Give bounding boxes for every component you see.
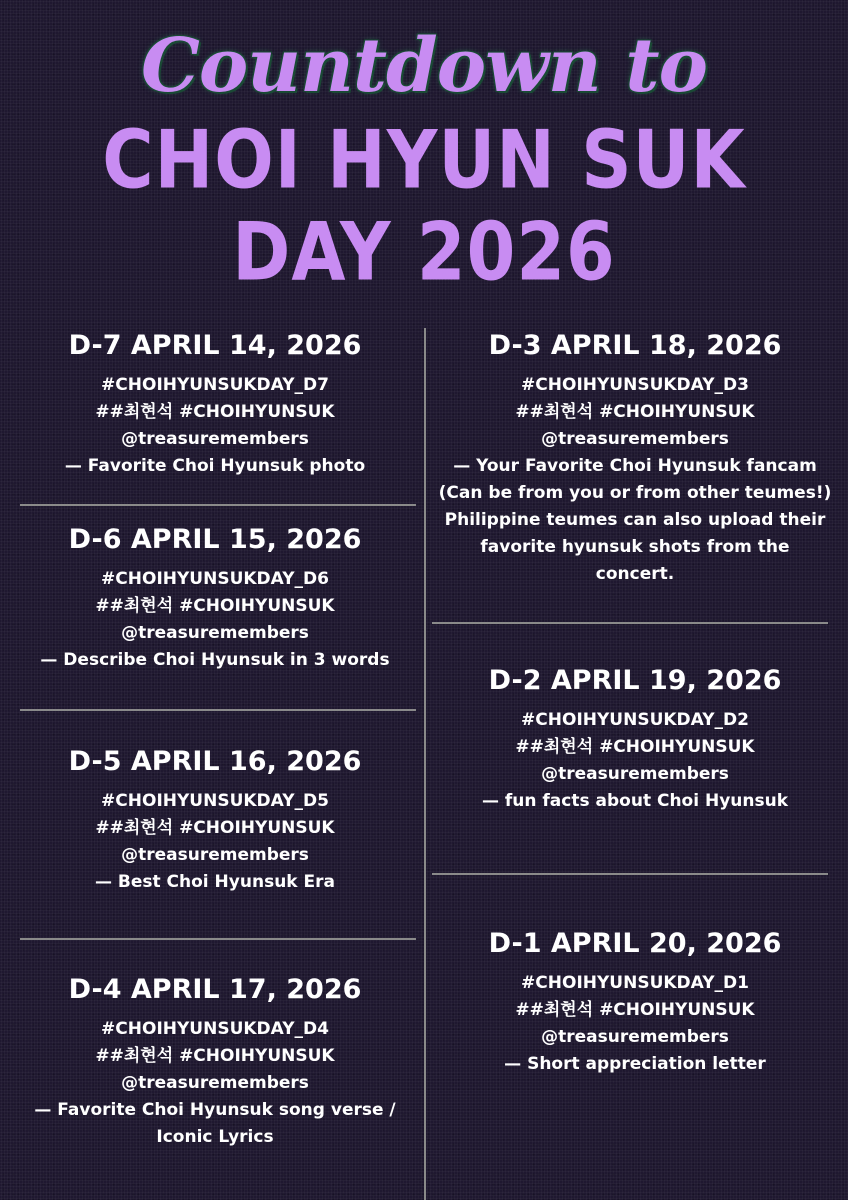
entry-d3 [430,328,840,588]
entry-hashtag: #CHOIHYUNSUKDAY_D2 [521,710,749,730]
title-script: Countdown to [141,23,707,109]
title-name: CHOI HYUN SUK [102,112,746,208]
entry-prompt: — fun facts about Choi Hyunsuk [481,791,789,811]
entry-d5 [10,744,420,896]
entry-hashtag-korean: ##최현석 #CHOIHYUNSUK [95,596,335,616]
entry-d4 [10,972,420,1151]
entry-hashtag-korean: ##최현석 #CHOIHYUNSUK [515,402,755,422]
title-day: DAY 2026 [232,204,616,300]
entry-prompt-continued: Iconic Lyrics [156,1127,274,1147]
entry-prompt-continued: concert. [595,564,675,584]
entry-mention: @treasuremembers [121,623,309,643]
entry-date: D-2 APRIL 19, 2026 [488,665,782,696]
entry-mention: @treasuremembers [121,845,309,865]
entry-d1 [430,926,840,1078]
entry-date: D-6 APRIL 15, 2026 [68,524,362,555]
entry-date: D-5 APRIL 16, 2026 [68,746,362,777]
entry-mention: @treasuremembers [541,429,729,449]
entry-hashtag: #CHOIHYUNSUKDAY_D3 [521,375,749,395]
entry-prompt: — Describe Choi Hyunsuk in 3 words [40,650,390,670]
title-block [0,20,848,300]
entry-mention: @treasuremembers [121,1073,309,1093]
entry-date: D-3 APRIL 18, 2026 [488,330,782,361]
entry-hashtag: #CHOIHYUNSUKDAY_D7 [101,375,329,395]
divider-left-3 [20,938,416,940]
entry-date: D-1 APRIL 20, 2026 [488,928,782,959]
entry-hashtag: #CHOIHYUNSUKDAY_D1 [521,973,749,993]
entry-hashtag-korean: ##최현석 #CHOIHYUNSUK [515,737,755,757]
entry-prompt: — Your Favorite Choi Hyunsuk fancam [453,456,817,476]
entry-prompt-continued: Philippine teumes can also upload their [444,510,826,530]
entry-hashtag-korean: ##최현석 #CHOIHYUNSUK [95,1046,335,1066]
entry-prompt: — Short appreciation letter [504,1054,766,1074]
entry-prompt: — Best Choi Hyunsuk Era [94,872,335,892]
divider-right-1 [432,622,828,624]
divider-left-1 [20,504,416,506]
entry-hashtag: #CHOIHYUNSUKDAY_D5 [101,791,329,811]
divider-right-2 [432,873,828,875]
entry-hashtag: #CHOIHYUNSUKDAY_D6 [101,569,329,589]
entry-prompt-continued: (Can be from you or from other teumes!) [438,483,832,503]
entry-mention: @treasuremembers [541,1027,729,1047]
entry-mention: @treasuremembers [541,764,729,784]
entry-mention: @treasuremembers [121,429,309,449]
entry-prompt: — Favorite Choi Hyunsuk photo [64,456,366,476]
entry-prompt-continued: favorite hyunsuk shots from the [480,537,790,557]
center-divider [424,328,426,1200]
entry-d2 [430,663,840,815]
entry-hashtag-korean: ##최현석 #CHOIHYUNSUK [95,818,335,838]
entry-d6 [10,522,420,674]
entry-hashtag-korean: ##최현석 #CHOIHYUNSUK [95,402,335,422]
entry-date: D-4 APRIL 17, 2026 [68,974,362,1005]
entry-date: D-7 APRIL 14, 2026 [68,330,362,361]
entry-prompt: — Favorite Choi Hyunsuk song verse / [34,1100,396,1120]
entry-hashtag: #CHOIHYUNSUKDAY_D4 [101,1019,329,1039]
entry-d7 [10,328,420,480]
divider-left-2 [20,709,416,711]
entry-hashtag-korean: ##최현석 #CHOIHYUNSUK [515,1000,755,1020]
